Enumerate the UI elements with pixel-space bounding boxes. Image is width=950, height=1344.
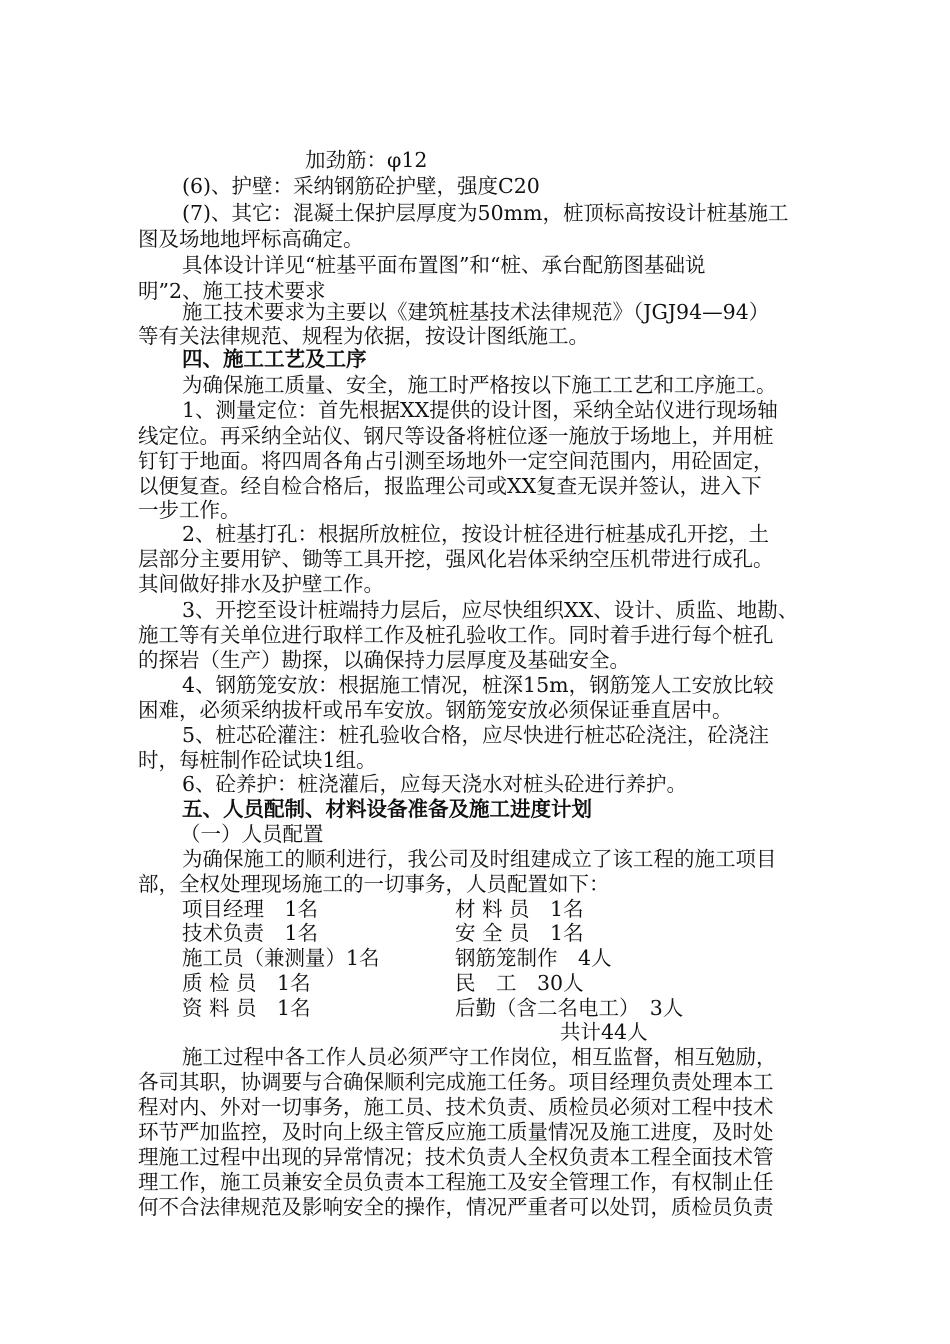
- staff-right-entry: 安 全 员 1名: [455, 921, 584, 945]
- para-line: 钉钉于地面。将四周各角占引测至场地外一定空间范围内，用砼固定，: [138, 449, 774, 473]
- para-line: 一步工作。: [138, 498, 241, 522]
- para-line: 线定位。再采纳全站仪、钢尺等设备将桩位逐一施放于场地上，并用桩: [138, 424, 774, 448]
- para-line: 困难，必须采纳拔杆或吊车安放。钢筋笼安放必须保证垂直居中。: [138, 698, 733, 722]
- para-line: 为确保施工的顺利进行，我公司及时组建成立了该工程的施工项目: [182, 847, 777, 871]
- para-line: 6、砼养护：桩浇灌后，应每天浇水对桩头砼进行养护。: [182, 772, 688, 796]
- staff-total: 共计44人: [560, 1020, 648, 1044]
- para-line: 施工技术要求为主要以《建筑桩基技术法律规范》（JGJ94—94）: [182, 300, 770, 324]
- para-line: 何不合法律规范及影响安全的操作，情况严重者可以处罚，质检员负责: [138, 1195, 774, 1219]
- staff-left-entry: 质 检 员 1名: [182, 971, 311, 995]
- para-line: 层部分主要用铲、锄等工具开挖，强风化岩体采纳空压机带进行成孔。: [138, 547, 774, 571]
- para-line: (7)、其它：混凝土保护层厚度为50mm，桩顶标高按设计桩基施工: [182, 201, 789, 225]
- para-line: 施工过程中各工作人员必须严守工作岗位，相互监督，相互勉励，: [182, 1045, 777, 1069]
- para-line: 等有关法律规范、规程为依据，按设计图纸施工。: [138, 324, 589, 348]
- para-line: (6)、护壁：采纳钢筋砼护壁，强度C20: [182, 174, 540, 198]
- para-line: 部，全权处理现场施工的一切事务，人员配置如下：: [138, 872, 610, 896]
- para-line: 以便复查。经自检合格后，报监理公司或XX复查无误并签认，进入下: [138, 474, 762, 498]
- para-line: 的探岩（生产）勘探，以确保持力层厚度及基础安全。: [138, 648, 630, 672]
- section-heading: 五、人员配制、材料设备准备及施工进度计划: [182, 797, 592, 821]
- para-line: 加劲筋：φ12: [305, 148, 428, 172]
- staff-left-entry: 项目经理 1名: [182, 897, 319, 921]
- para-line: 施工等有关单位进行取样工作及桩孔验收工作。同时着手进行每个桩孔: [138, 623, 774, 647]
- para-line: 各司其职，协调要与合确保顺利完成施工任务。项目经理负责处理本工: [138, 1070, 774, 1094]
- staff-left-entry: 技术负责 1名: [182, 921, 319, 945]
- para-line: 时，每桩制作砼试块1组。: [138, 748, 377, 772]
- para-line: 为确保施工质量、安全，施工时严格按以下施工工艺和工序施工。: [182, 373, 777, 397]
- para-line: 理工作，施工员兼安全员负责本工程施工及安全管理工作，有权制止任: [138, 1170, 774, 1194]
- section-heading: 四、施工工艺及工序: [182, 347, 367, 371]
- para-line: 环节严加监控，及时向上级主管反应施工质量情况及施工进度，及时处: [138, 1120, 774, 1144]
- staff-left-entry: 施工员（兼测量）1名: [182, 946, 380, 970]
- para-line: 1、测量定位：首先根据XX提供的设计图，采纳全站仪进行现场轴: [182, 398, 778, 422]
- staff-right-entry: 民 工 30人: [455, 971, 584, 995]
- subsection-heading: （一）人员配置: [180, 822, 324, 846]
- para-line: 程对内、外对一切事务，施工员、技术负责、质检员必须对工程中技术: [138, 1095, 774, 1119]
- staff-right-entry: 后勤（含二名电工） 3人: [455, 996, 684, 1020]
- para-line: 4、钢筋笼安放：根据施工情况，桩深15m，钢筋笼人工安放比较: [182, 673, 774, 697]
- para-line: 5、桩芯砼灌注：桩孔验收合格，应尽快进行桩芯砼浇注，砼浇注: [182, 723, 770, 747]
- staff-left-entry: 资 料 员 1名: [182, 996, 311, 1020]
- para-line: 图及场地地坪标高确定。: [138, 227, 364, 251]
- para-line: 具体设计详见“桩基平面布置图”和“桩、承台配筋图基础说: [182, 253, 706, 277]
- para-line: 理施工过程中出现的异常情况；技术负责人全权负责本工程全面技术管: [138, 1145, 774, 1169]
- staff-right-entry: 材 料 员 1名: [455, 897, 584, 921]
- staff-right-entry: 钢筋笼制作 4人: [455, 946, 612, 970]
- para-line: 3、开挖至设计桩端持力层后，应尽快组织XX、设计、质监、地勘、: [182, 598, 799, 622]
- para-line: 2、桩基打孔：根据所放桩位，按设计桩径进行桩基成孔开挖，土: [182, 522, 770, 546]
- para-line: 其间做好排水及护壁工作。: [138, 572, 384, 596]
- para-line: 明”2、施工技术要求: [138, 279, 326, 303]
